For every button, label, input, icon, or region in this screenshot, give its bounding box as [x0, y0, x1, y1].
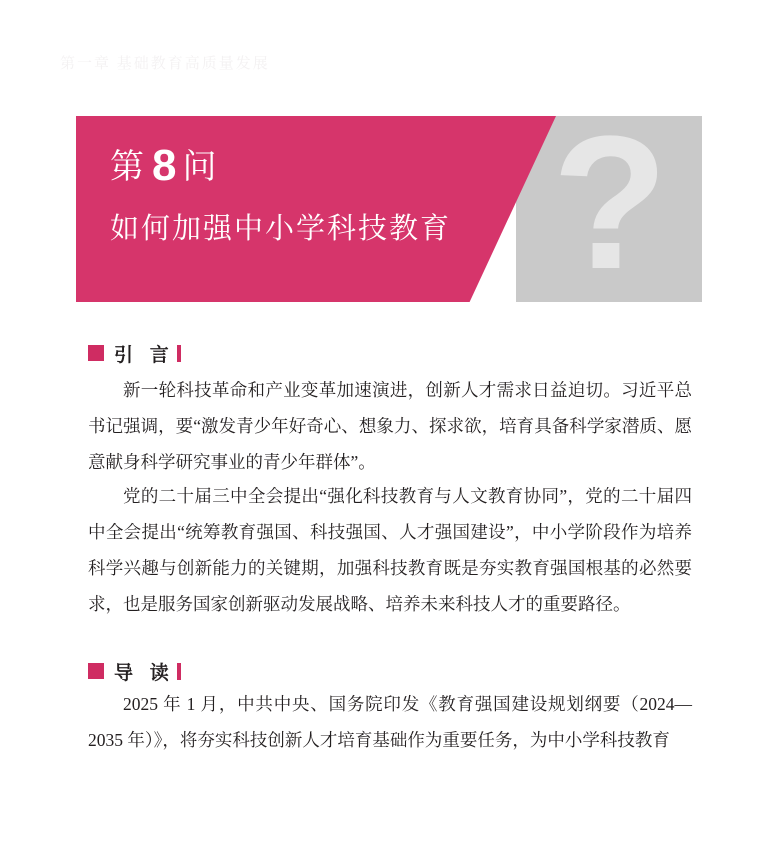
heading-accent-bar-icon: [177, 663, 181, 680]
chapter-banner: [76, 116, 702, 302]
square-bullet-icon: [88, 345, 104, 361]
paragraph-intro-1: 新一轮科技革命和产业变革加速演进，创新人才需求日益迫切。习近平总书记强调，要“激发青少年好奇心、想象力、探求欲，培育具备科学家潜质、愿意献身科学研究事业的青少年群体”。: [88, 380, 692, 472]
section-heading-guide: [88, 659, 181, 683]
banner-question-number: [110, 142, 220, 192]
running-header: 第一章 基础教育高质量发展: [60, 56, 270, 72]
heading-accent-bar-icon: [177, 345, 181, 362]
banner-subtitle: 如何加强中小学科技教育: [110, 213, 452, 245]
paragraph-guide-1: 2025 年 1 月，中共中央、国务院印发《教育强国建设规划纲要（2024—2035 年）》，将夯实科技创新人才培育基础作为重要任务，为中小学科技教育: [88, 694, 692, 750]
banner-suffix: 问: [182, 149, 221, 186]
banner-prefix: 第: [110, 149, 148, 186]
section-heading-guide-label: 导 读: [114, 662, 175, 684]
section-heading-intro-label: 引 言: [114, 344, 175, 366]
question-mark-icon: ?: [551, 116, 668, 302]
banner-number: 8: [152, 141, 179, 190]
paragraph-intro-2: 党的二十届三中全会提出“强化科技教育与人文教育协同”，党的二十届四中全会提出“统筹教育强国、科技强国、人才强国建设”，中小学阶段作为培养科学兴趣与创新能力的关键期，加强科技教育既是夯实教育强国根基的必然要求，也是服务国家创新驱动发展战略、培养未来科技人才的重要路径。: [88, 486, 692, 614]
section-heading-intro: [88, 341, 181, 365]
square-bullet-icon: [88, 663, 104, 679]
